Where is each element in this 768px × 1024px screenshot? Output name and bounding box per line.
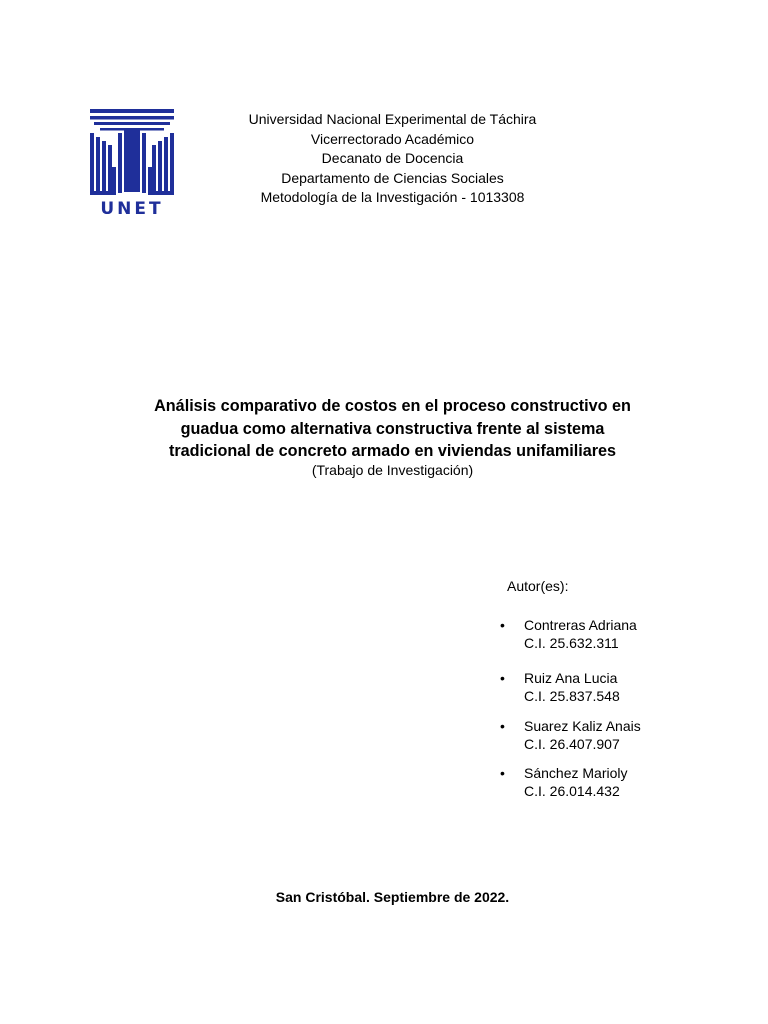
author-name: Ruiz Ana Lucia (524, 670, 618, 686)
vice-rectorate: Vicerrectorado Académico (310, 130, 475, 147)
university-name: Universidad Nacional Experimental de Táchira (248, 111, 537, 127)
document-title (100, 395, 685, 463)
bullet-icon: • (500, 765, 505, 781)
deanery: Decanato de Docencia (321, 150, 464, 166)
author-ci: C.I. 26.407.907 (524, 736, 620, 752)
place-and-date: San Cristóbal. Septiembre de 2022. (275, 889, 510, 905)
unet-logo (88, 107, 176, 217)
document-subtitle: (Trabajo de Investigación) (311, 462, 474, 478)
author-ci: C.I. 26.014.432 (524, 783, 620, 799)
bullet-icon: • (500, 617, 505, 633)
author-ci: C.I. 25.632.311 (524, 635, 619, 651)
logo-text: UNET (100, 199, 164, 217)
department: Departamento de Ciencias Sociales (281, 169, 504, 186)
author-ci: C.I. 25.837.548 (524, 688, 620, 704)
authors-label: Autor(es): (507, 578, 569, 594)
author-name: Sánchez Marioly (524, 765, 628, 781)
bullet-icon: • (500, 670, 505, 686)
course: Metodología de la Investigación - 1013308 (260, 189, 525, 205)
title-line: tradicional de concreto armado en viviendas unifamiliares (168, 442, 617, 460)
title-line: guadua como alternativa constructiva frente al sistema (180, 419, 605, 438)
author-name: Suarez Kaliz Anais (524, 718, 641, 734)
institution-header (200, 110, 585, 208)
title-line: Análisis comparativo de costos en el proceso constructivo en (154, 397, 631, 415)
author-name: Contreras Adriana (524, 617, 637, 633)
bullet-icon: • (500, 718, 505, 734)
